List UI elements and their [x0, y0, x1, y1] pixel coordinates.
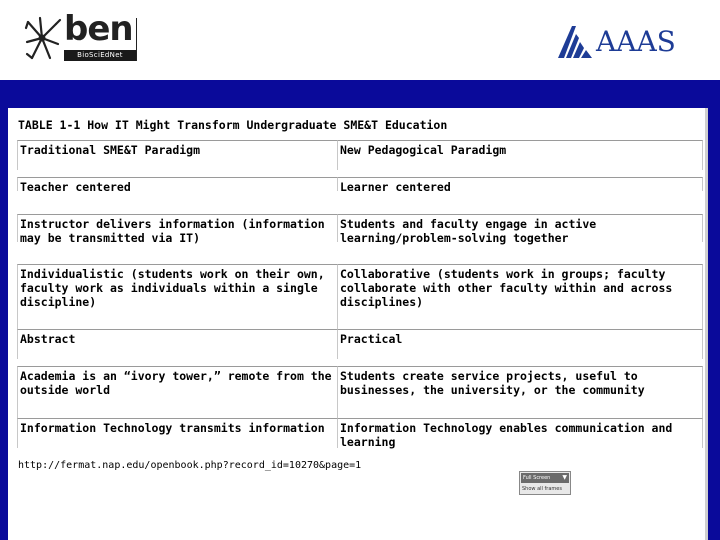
ben-logo-subtext: BioSciEdNet — [64, 50, 136, 61]
table-row — [17, 177, 703, 214]
table-cell-new: Students and faculty engage in active learning/problem-solving together — [337, 214, 703, 242]
table-cell-new: Students create service projects, useful to businesses, the university, or the community — [337, 366, 703, 418]
table-cell-new: Practical — [337, 329, 703, 359]
table-header-new: New Pedagogical Paradigm — [337, 140, 703, 170]
table-cell-new: Collaborative (students work in groups; faculty collaborate with other faculty within and across disciplines) — [337, 264, 703, 329]
ben-logo — [24, 9, 138, 62]
table-cell-traditional: Academia is an “ivory tower,” remote from the outside world — [17, 366, 337, 418]
network-burst-icon — [24, 14, 62, 62]
table-cell-traditional: Abstract — [17, 329, 337, 359]
view-mode-select-value: Full Screen — [523, 475, 551, 481]
chevron-down-icon: ▼ — [562, 474, 567, 481]
aaas-logo — [556, 24, 676, 60]
view-mode-select[interactable] — [521, 473, 569, 483]
table-row — [17, 329, 703, 366]
table-cell-traditional: Teacher centered — [17, 177, 337, 191]
aaas-logo-text: AAAS — [596, 25, 676, 58]
table-row — [17, 264, 703, 329]
table-cell-traditional: Individualistic (students work on their own, faculty work as individuals within a single discipline) — [17, 264, 337, 329]
table-header-traditional: Traditional SME&T Paradigm — [17, 140, 337, 170]
table-title: TABLE 1-1 How IT Might Transform Undergraduate SME&T Education — [18, 118, 448, 132]
table-row — [17, 366, 703, 418]
ben-logo-divider — [136, 18, 137, 61]
table-cell-new: Learner centered — [337, 177, 703, 191]
document-screenshot-panel — [8, 108, 708, 540]
view-mode-widget[interactable] — [519, 471, 571, 495]
table-row — [17, 140, 703, 177]
table-cell-traditional: Instructor delivers information (information may be transmitted via IT) — [17, 214, 337, 242]
slide-header — [0, 0, 720, 80]
show-all-frames-link[interactable]: Show all frames — [522, 486, 562, 492]
table-row — [17, 418, 703, 448]
panel-scroll-edge — [705, 108, 708, 540]
table-row — [17, 214, 703, 264]
ben-logo-text: ben — [64, 9, 133, 49]
table-cell-new: Information Technology enables communication and learning — [337, 418, 703, 448]
table-cell-traditional: Information Technology transmits information — [17, 418, 337, 448]
aaas-emblem-icon — [556, 24, 594, 60]
source-url: http://fermat.nap.edu/openbook.php?record_id=10270&page=1 — [18, 460, 362, 471]
